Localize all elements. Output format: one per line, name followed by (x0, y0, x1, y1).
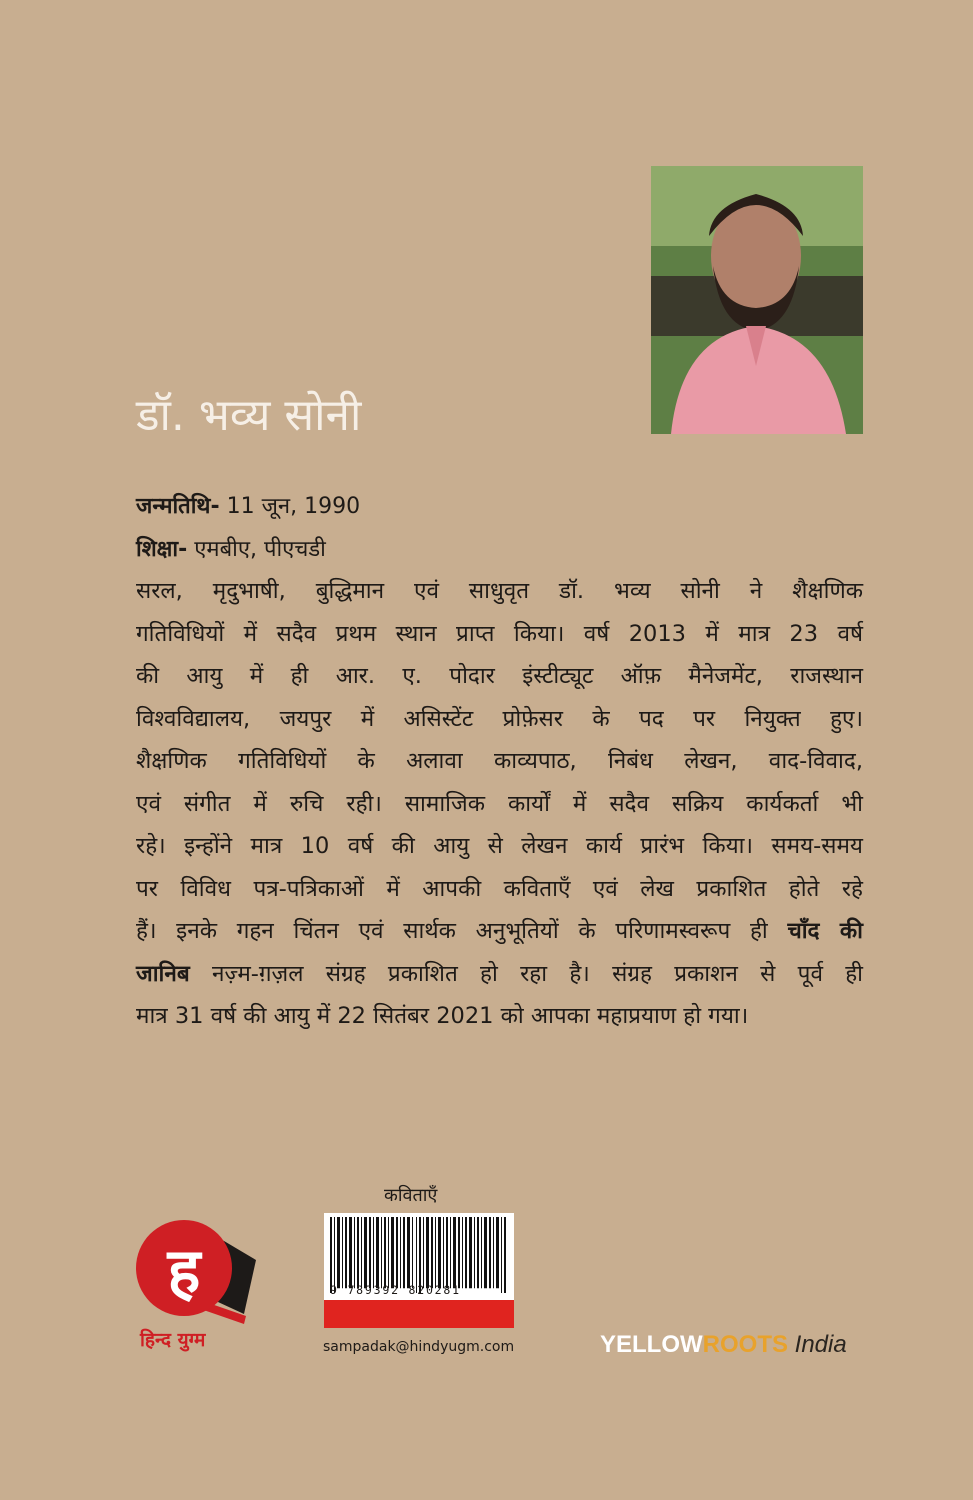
publisher-email[interactable]: sampadak@hindyugm.com (323, 1339, 515, 1355)
author-photo (651, 166, 863, 434)
imprint-logo (600, 1331, 847, 1359)
hind-yugm-logo-icon (134, 1212, 258, 1332)
imprint-india: India (788, 1331, 847, 1358)
barcode-bars (328, 1217, 510, 1293)
bio-line (136, 953, 863, 996)
author-name: डॉ. भव्य सोनी (136, 390, 362, 441)
publisher-name: हिन्द युग्म (140, 1329, 206, 1351)
bio-line: शैक्षणिक गतिविधियों के अलावा काव्यपाठ, निबंध लेखन, वाद-विवाद, (136, 748, 863, 774)
education-label: शिक्षा- (136, 537, 188, 562)
book-title-part2: जानिब (136, 960, 190, 987)
bio-line: की आयु में ही आर. ए. पोदार इंस्टीट्यूट ऑफ़ मैनेजमेंट, राजस्थान (136, 663, 863, 689)
bio-line: मात्र 31 वर्ष की आयु में 22 सितंबर 2021 को आपका महाप्रयाण हो गया। (136, 1003, 749, 1029)
education-value: एमबीए, पीएचडी (187, 537, 326, 562)
bio-line: विश्वविद्यालय, जयपुर में असिस्टेंट प्रोफ़ेसर के पद पर नियुक्त हुए। (136, 705, 863, 732)
birth-date (136, 490, 360, 520)
bio-line-text: हैं। इनके गहन चिंतन एवं सार्थक अनुभूतियों के परिणामस्वरूप ही (136, 918, 788, 944)
bio-line: सरल, मृदुभाषी, बुद्धिमान एवं साधुवृत डॉ. भव्य सोनी ने शैक्षणिक (136, 578, 863, 604)
isbn-barcode (324, 1213, 514, 1328)
publisher-logo-graphic (134, 1212, 258, 1332)
imprint-yellow: YELLOW (600, 1331, 703, 1358)
author-portrait-illustration (651, 166, 863, 434)
author-biography (136, 570, 863, 1038)
imprint-roots: ROOTS (702, 1331, 788, 1358)
barcode-red-strip (324, 1300, 514, 1328)
education (136, 533, 326, 563)
isbn-number: 9 789392 820281 (330, 1283, 461, 1297)
bio-line: एवं संगीत में रुचि रही। सामाजिक कार्यों में सदैव सक्रिय कार्यकर्ता भी (136, 790, 863, 817)
bio-line: पर विविध पत्र-पत्रिकाओं में आपकी कविताएँ एवं लेख प्रकाशित होते रहे (136, 875, 863, 902)
bio-line (136, 910, 863, 953)
book-title-part1: चाँद की (787, 918, 863, 944)
bio-line-text: नज़्म-ग़ज़ल संग्रह प्रकाशित हो रहा है। संग्रह प्रकाशन से पूर्व ही (189, 960, 863, 987)
bio-line: रहे। इन्होंने मात्र 10 वर्ष की आयु से लेखन कार्य प्रारंभ किया। समय-समय (136, 833, 863, 859)
birth-date-label: जन्मतिथि- (136, 494, 220, 519)
publisher-logo-letter: ह (167, 1234, 201, 1307)
bio-line: गतिविधियों में सदैव प्रथम स्थान प्राप्त किया। वर्ष 2013 में मात्र 23 वर्ष (136, 620, 863, 647)
birth-date-value: 11 जून, 1990 (219, 494, 361, 519)
genre-label: कविताएँ (384, 1185, 438, 1206)
